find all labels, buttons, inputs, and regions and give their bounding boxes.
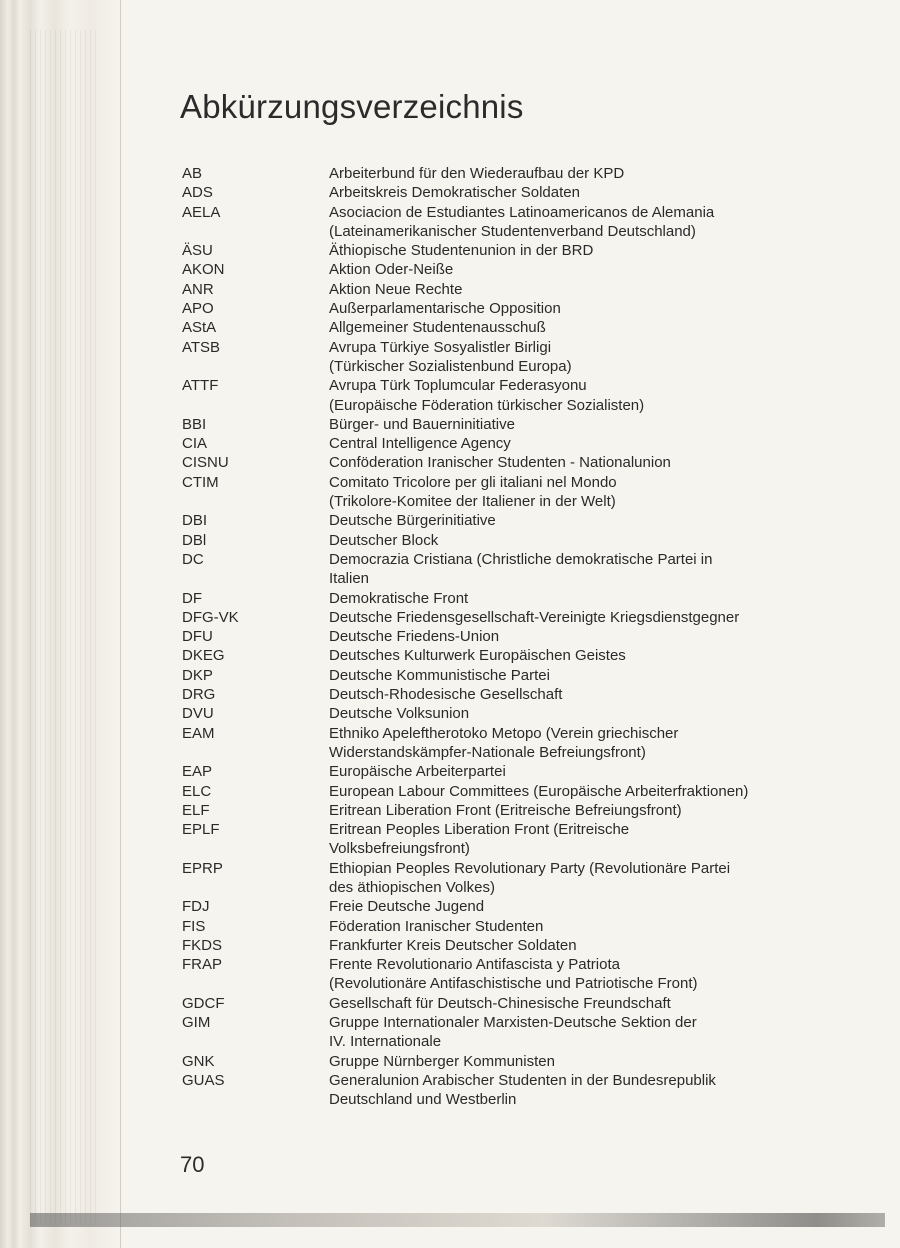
definition: [329, 1052, 822, 1071]
definition-line: Eritrean Liberation Front (Eritreische Befreiungsfront): [329, 801, 682, 819]
abbreviation: EAM: [182, 724, 215, 742]
abbreviation: FDJ: [182, 898, 210, 916]
abbreviation-list: [182, 164, 822, 1110]
abbreviation: ELC: [182, 782, 212, 800]
abbreviation: DKP: [182, 666, 213, 684]
definition-line: Allgemeiner Studentenausschuß: [329, 319, 546, 337]
list-item: [182, 241, 822, 260]
definition-line: Deutsche Bürgerinitiative: [329, 512, 496, 530]
definition-line: IV. Internationale: [329, 1033, 442, 1051]
list-item: [182, 955, 822, 994]
list-item: [182, 704, 822, 723]
list-item: [182, 1052, 822, 1071]
definition: [329, 473, 822, 512]
definition: [329, 782, 822, 801]
list-item: [182, 820, 822, 859]
abbreviation: EPLF: [182, 821, 220, 839]
list-item: [182, 203, 822, 242]
definition: [329, 589, 822, 608]
definition-line: Eritrean Peoples Liberation Front (Eritreische: [329, 821, 630, 839]
list-item: [182, 473, 822, 512]
definition-line: Aktion Oder-Neiße: [329, 261, 454, 279]
definition-line: European Labour Committees (Europäische Arbeiterfraktionen): [329, 782, 749, 800]
definition-line: Deutsche Volksunion: [329, 705, 470, 723]
abbreviation: DRG: [182, 686, 216, 704]
definition: [329, 531, 822, 550]
definition-line: Widerstandskämpfer-Nationale Befreiungsfront): [329, 743, 646, 761]
definition: [329, 859, 822, 898]
list-item: [182, 859, 822, 898]
list-item: [182, 550, 822, 589]
abbreviation: APO: [182, 300, 214, 318]
abbreviation: EPRP: [182, 859, 223, 877]
page-edges: [30, 30, 100, 1225]
definition: [329, 724, 822, 763]
definition-line: Deutsch-Rhodesische Gesellschaft: [329, 686, 563, 704]
definition-line: Bürger- und Bauerninitiative: [329, 415, 515, 433]
list-item: [182, 511, 822, 530]
definition: [329, 453, 822, 472]
definition-line: Arbeitskreis Demokratischer Soldaten: [329, 184, 580, 202]
list-item: [182, 994, 822, 1013]
definition: [329, 820, 822, 859]
definition-line: Generalunion Arabischer Studenten in der Bundesrepublik: [329, 1071, 716, 1089]
definition-line: Volksbefreiungsfront): [329, 840, 470, 858]
abbreviation: DFG-VK: [182, 608, 239, 626]
abbreviation: GUAS: [182, 1071, 225, 1089]
list-item: [182, 917, 822, 936]
definition-line: des äthiopischen Volkes): [329, 878, 495, 896]
abbreviation: ATSB: [182, 338, 221, 356]
definition: [329, 801, 822, 820]
abbreviation: CIA: [182, 435, 208, 453]
abbreviation: GIM: [182, 1014, 211, 1032]
abbreviation: BBI: [182, 415, 207, 433]
page-title: Abkürzungsverzeichnis: [180, 88, 524, 125]
definition: [329, 917, 822, 936]
definition-line: Deutsche Kommunistische Partei: [329, 666, 550, 684]
definition: [329, 280, 822, 299]
definition-line: Gruppe Nürnberger Kommunisten: [329, 1052, 555, 1070]
list-item: [182, 376, 822, 415]
abbreviation: AKON: [182, 261, 225, 279]
list-item: [182, 280, 822, 299]
definition-line: Aktion Neue Rechte: [329, 280, 463, 298]
definition: [329, 376, 822, 415]
list-item: [182, 801, 822, 820]
abbreviation: DVU: [182, 705, 214, 723]
abbreviation: DFU: [182, 628, 213, 646]
abbreviation: ATTF: [182, 377, 219, 395]
list-item: [182, 531, 822, 550]
abbreviation: AStA: [182, 319, 217, 337]
definition-line: Arbeiterbund für den Wiederaufbau der KPD: [329, 165, 625, 182]
definition: [329, 183, 822, 202]
definition: [329, 936, 822, 955]
abbreviation: FIS: [182, 917, 206, 935]
list-item: [182, 1013, 822, 1052]
definition: [329, 762, 822, 781]
list-item: [182, 183, 822, 202]
abbreviation: FRAP: [182, 956, 223, 974]
definition: [329, 666, 822, 685]
list-item: [182, 299, 822, 318]
abbreviation: ÄSU: [182, 242, 213, 260]
definition-line: Deutschland und Westberlin: [329, 1091, 517, 1109]
definition-line: Frente Revolutionario Antifascista y Patriota: [329, 956, 620, 974]
definition-line: Conföderation Iranischer Studenten - Nationalunion: [329, 454, 671, 472]
definition: [329, 415, 822, 434]
list-item: [182, 164, 822, 183]
definition: [329, 550, 822, 589]
list-item: [182, 685, 822, 704]
definition: [329, 338, 822, 377]
list-item: [182, 782, 822, 801]
abbreviation: EAP: [182, 763, 213, 781]
definition: [329, 511, 822, 530]
definition-line: Äthiopische Studentenunion in der BRD: [329, 242, 594, 260]
definition-line: Avrupa Türk Toplumcular Federasyonu: [329, 377, 587, 395]
list-item: [182, 666, 822, 685]
definition-line: Deutsches Kulturwerk Europäischen Geistes: [329, 647, 626, 665]
list-item: [182, 1071, 822, 1110]
abbreviation: ADS: [182, 184, 213, 202]
page-number: 70: [180, 1152, 205, 1177]
definition: [329, 608, 822, 627]
definition: [329, 704, 822, 723]
definition: [329, 897, 822, 916]
definition-line: Deutsche Friedens-Union: [329, 628, 500, 646]
definition: [329, 646, 822, 665]
page-bottom-edge: [30, 1213, 885, 1227]
abbreviation: DC: [182, 550, 204, 568]
definition-line: Ethniko Apeleftherotoko Metopo (Verein griechischer: [329, 724, 679, 742]
definition-line: Gruppe Internationaler Marxisten-Deutsche Sektion der: [329, 1014, 697, 1032]
abbreviation: AB: [182, 165, 203, 182]
list-item: [182, 762, 822, 781]
definition-line: Gesellschaft für Deutsch-Chinesische Freundschaft: [329, 994, 671, 1012]
definition-line: Europäische Arbeiterpartei: [329, 763, 506, 781]
list-item: [182, 318, 822, 337]
definition: [329, 627, 822, 646]
definition: [329, 994, 822, 1013]
definition-line: (Europäische Föderation türkischer Sozialisten): [329, 396, 645, 414]
abbreviation: DF: [182, 589, 202, 607]
definition-line: Italien: [329, 570, 370, 588]
definition: [329, 434, 822, 453]
definition-line: Freie Deutsche Jugend: [329, 898, 485, 916]
definition: [329, 260, 822, 279]
abbreviation: ELF: [182, 801, 210, 819]
list-item: [182, 936, 822, 955]
list-item: [182, 724, 822, 763]
list-item: [182, 338, 822, 377]
definition: [329, 299, 822, 318]
definition-line: Deutsche Friedensgesellschaft-Vereinigte Kriegsdienstgegner: [329, 608, 740, 626]
definition: [329, 955, 822, 994]
abbreviation: GDCF: [182, 994, 225, 1012]
definition-line: Asociacion de Estudiantes Latinoamericanos de Alemania: [329, 203, 715, 221]
definition: [329, 1071, 822, 1110]
abbreviation: DKEG: [182, 647, 225, 665]
abbreviation: CTIM: [182, 473, 219, 491]
list-item: [182, 434, 822, 453]
abbreviation: CISNU: [182, 454, 229, 472]
definition: [329, 318, 822, 337]
definition-line: (Trikolore-Komitee der Italiener in der Welt): [329, 493, 616, 511]
list-item: [182, 897, 822, 916]
definition-line: (Lateinamerikanischer Studentenverband Deutschland): [329, 222, 696, 240]
definition-line: (Revolutionäre Antifaschistische und Patriotische Front): [329, 975, 698, 993]
definition-line: Avrupa Türkiye Sosyalistler Birligi: [329, 338, 552, 356]
definition-line: Central Intelligence Agency: [329, 435, 511, 453]
list-item: [182, 646, 822, 665]
abbreviation: DBl: [182, 531, 207, 549]
definition-line: Deutscher Block: [329, 531, 439, 549]
abbreviation: FKDS: [182, 936, 223, 954]
definition-line: Ethiopian Peoples Revolutionary Party (Revolutionäre Partei: [329, 859, 731, 877]
definition-line: Demokratische Front: [329, 589, 469, 607]
definition-line: (Türkischer Sozialistenbund Europa): [329, 357, 572, 375]
definition: [329, 203, 822, 242]
definition: [329, 1013, 822, 1052]
list-item: [182, 260, 822, 279]
abbreviation: ANR: [182, 280, 214, 298]
list-item: [182, 589, 822, 608]
list-item: [182, 453, 822, 472]
list-item: [182, 627, 822, 646]
definition-line: Außerparlamentarische Opposition: [329, 300, 561, 318]
definition-line: Comitato Tricolore per gli italiani nel Mondo: [329, 473, 617, 491]
definition-line: Föderation Iranischer Studenten: [329, 917, 544, 935]
list-item: [182, 608, 822, 627]
abbreviation: GNK: [182, 1052, 215, 1070]
definition: [329, 241, 822, 260]
abbreviation: AELA: [182, 203, 221, 221]
definition-line: Frankfurter Kreis Deutscher Soldaten: [329, 936, 577, 954]
definition: [329, 164, 822, 183]
list-item: [182, 415, 822, 434]
definition: [329, 685, 822, 704]
abbreviation: DBI: [182, 512, 208, 530]
definition-line: Democrazia Cristiana (Christliche demokratische Partei in: [329, 550, 713, 568]
